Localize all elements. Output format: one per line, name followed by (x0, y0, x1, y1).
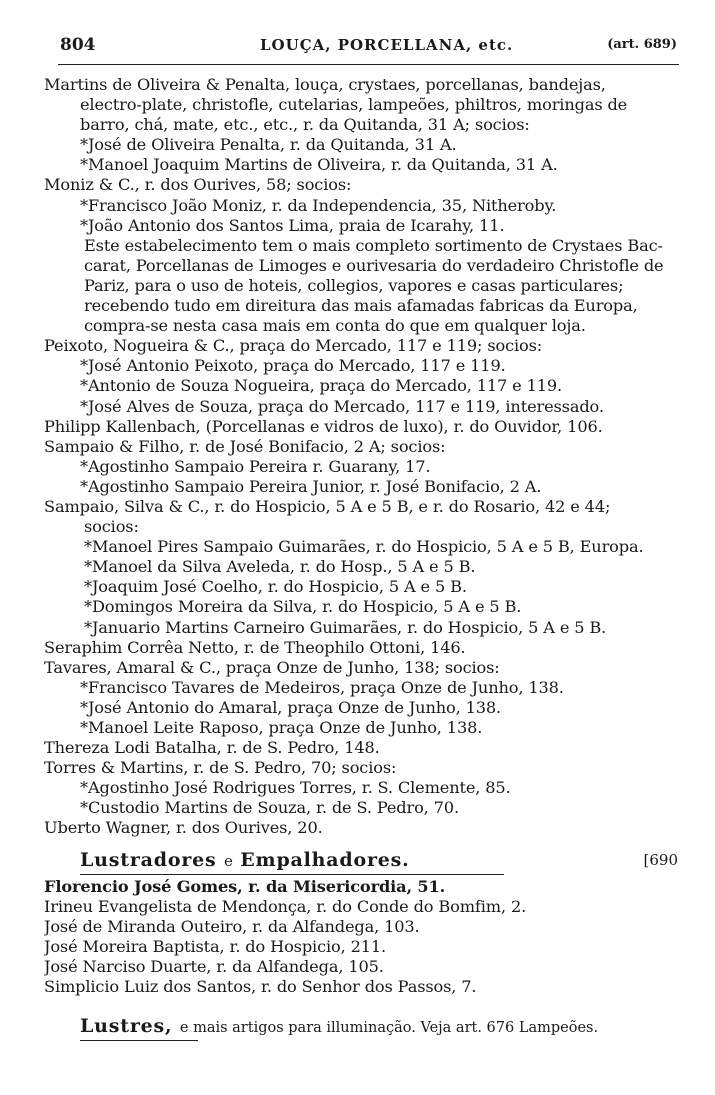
entry-line: socios: (84, 517, 139, 537)
partner-line: *José Antonio Peixoto, praça do Mercado, 117 e 119. (80, 356, 506, 376)
entry-line: Thereza Lodi Batalha, r. de S. Pedro, 148. (44, 738, 380, 758)
entry-line: Simplicio Luiz dos Santos, r. do Senhor dos Passos, 7. (44, 977, 477, 997)
entry-line: Martins de Oliveira & Penalta, louça, crystaes, porcellanas, bandejas, (44, 75, 606, 94)
entry-line: electro-plate, christofle, cutelarias, lampeões, philtros, moringas de (80, 95, 628, 115)
partner-line: *Manoel Joaquim Martins de Oliveira, r. da Quitanda, 31 A. (80, 155, 558, 175)
section-heading-lustradores (44, 843, 684, 877)
section-title: Lustres, e mais artigos para illuminação. Veja art. 676 Lampeões. (80, 1015, 599, 1038)
partner-line: *José de Oliveira Penalta, r. da Quitanda, 31 A. (80, 135, 457, 155)
entry-line: Moniz & C., r. dos Ourives, 58; socios: (44, 175, 352, 195)
section-heading-lustres (44, 1009, 684, 1043)
partner-line: *José Antonio do Amaral, praça Onze de Junho, 138. (80, 697, 502, 717)
partner-line: *Manoel Pires Sampaio Guimarães, r. do Hospicio, 5 A e 5 B, Europa. (84, 537, 644, 557)
entry-line: Peixoto, Nogueira & C., praça do Mercado, 117 e 119; socios: (44, 336, 543, 356)
entry-line: Seraphim Corrêa Netto, r. de Theophilo Ottoni, 146. (44, 637, 466, 657)
partner-line: *Joaquim José Coelho, r. do Hospicio, 5 A e 5 B. (84, 577, 467, 597)
entry-line: Irineu Evangelista de Mendonça, r. do Conde do Bomfim, 2. (44, 896, 527, 916)
entry-line: Sampaio & Filho, r. de José Bonifacio, 2 A; socios: (44, 436, 446, 456)
entry-line: Sampaio, Silva & C., r. do Hospicio, 5 A e 5 B, e r. do Rosario, 42 e 44; (44, 496, 611, 516)
partner-line: *Francisco Tavares de Medeiros, praça Onze de Junho, 138. (80, 677, 564, 697)
entry-line: Tavares, Amaral & C., praça Onze de Junho, 138; socios: (44, 657, 500, 677)
partner-line: *Antonio de Souza Nogueira, praça do Mercado, 117 e 119. (80, 376, 563, 396)
entry-line: Uberto Wagner, r. dos Ourives, 20. (44, 818, 323, 838)
section-underline (80, 874, 504, 875)
partner-line: *Francisco João Moniz, r. da Independencia, 35, Nitheroby. (80, 195, 557, 215)
entry-line: Torres & Martins, r. de S. Pedro, 70; socios: (44, 758, 397, 778)
entry-line: Philipp Kallenbach, (Porcellanas e vidros de luxo), r. do Ouvidor, 106. (44, 416, 603, 436)
entry-line: José Narciso Duarte, r. da Alfandega, 105. (44, 956, 384, 976)
page-header (60, 35, 677, 59)
partner-line: *Custodio Martins de Souza, r. de S. Pedro, 70. (80, 798, 459, 818)
entry-line: Florencio José Gomes, r. da Misericordia, 51. (44, 876, 446, 896)
page-body (44, 75, 684, 1043)
description-line: Este estabelecimento tem o mais completo sortimento de Crystaes Bac- (84, 235, 663, 255)
partner-line: *Domingos Moreira da Silva, r. do Hospicio, 5 A e 5 B. (84, 597, 522, 617)
entry-line: barro, chá, mate, etc., etc., r. da Quitanda, 31 A; socios: (80, 115, 530, 135)
header-rule (58, 64, 679, 65)
partner-line: *Manoel da Silva Aveleda, r. do Hosp., 5 A e 5 B. (84, 557, 476, 577)
entry-line: José Moreira Baptista, r. do Hospicio, 211. (44, 936, 387, 956)
description-line: Pariz, para o uso de hoteis, collegios, vapores e casas particulares; (84, 275, 624, 295)
section-number: [690 (643, 850, 678, 869)
description-line: recebendo tudo em direitura das mais afamadas fabricas da Europa, (84, 296, 638, 316)
partner-line: *Agostinho Sampaio Pereira r. Guarany, 17. (80, 456, 431, 476)
partner-line: *João Antonio dos Santos Lima, praia de Icarahy, 11. (80, 215, 505, 235)
section-title: Lustradores e Empalhadores. (80, 848, 410, 871)
description-line: carat, Porcellanas de Limoges e ourivesaria do verdadeiro Christofle de (84, 255, 664, 275)
partner-line: *Agostinho José Rodrigues Torres, r. S. Clemente, 85. (80, 778, 511, 798)
article-reference: (art. 689) (607, 37, 677, 52)
section-underline (80, 1040, 198, 1041)
partner-line: *José Alves de Souza, praça do Mercado, 117 e 119, interessado. (80, 396, 604, 416)
description-line: compra-se nesta casa mais em conta do que em qualquer loja. (84, 316, 586, 336)
partner-line: *Agostinho Sampaio Pereira Junior, r. José Bonifacio, 2 A. (80, 476, 542, 496)
partner-line: *Januario Martins Carneiro Guimarães, r. do Hospicio, 5 A e 5 B. (84, 617, 607, 637)
entry-line: José de Miranda Outeiro, r. da Alfandega, 103. (44, 916, 420, 936)
running-title: LOUÇA, PORCELLANA, etc. (260, 36, 514, 54)
page-number: 804 (60, 35, 96, 55)
partner-line: *Manoel Leite Raposo, praça Onze de Junho, 138. (80, 718, 483, 737)
